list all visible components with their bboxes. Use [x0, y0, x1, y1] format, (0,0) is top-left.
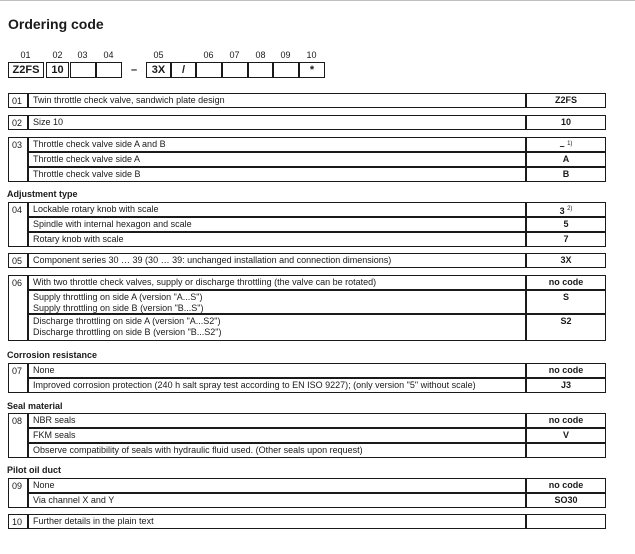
row-code-09-channel: SO30 [526, 493, 606, 508]
row-code-09-none: no code [526, 478, 606, 493]
code-position-06: 06 [203, 50, 214, 60]
row-code-04-spindle: 5 [526, 217, 606, 232]
section-heading-adjustment: Adjustment type [7, 189, 78, 199]
row-code-06-discharge: S2 [526, 314, 606, 341]
section-heading-seal: Seal material [7, 401, 63, 411]
section-heading-corrosion: Corrosion resistance [7, 350, 98, 360]
supply-side-b-text: Supply throttling on side B (version "B...S") [33, 303, 204, 313]
row-description-04-spindle: Spindle with internal hexagon and scale [28, 217, 526, 232]
row-code-08-nbr: no code [526, 413, 606, 428]
row-number-07: 07 [8, 363, 28, 393]
row-code-04-lockable-value: 3 [559, 206, 565, 216]
row-description-08-note: Observe compatibility of seals with hydraulic fluid used. (Other seals upon request) [28, 443, 526, 458]
code-separator-dash: – [130, 64, 138, 76]
code-position-02: 02 [52, 50, 63, 60]
row-description-09-channel: Via channel X and Y [28, 493, 526, 508]
supply-side-a-text: Supply throttling on side A (version "A...S") [33, 292, 203, 302]
row-code-03-ab-value: – [559, 141, 565, 151]
code-position-09: 09 [280, 50, 291, 60]
row-description-07-improved: Improved corrosion protection (240 h salt spray test according to EN ISO 9227); (only version "5" without scale) [28, 378, 526, 393]
row-description-04-knob: Rotary knob with scale [28, 232, 526, 247]
row-number-02: 02 [8, 115, 28, 130]
code-position-04: 04 [103, 50, 114, 60]
code-box-06 [196, 62, 222, 78]
code-position-08: 08 [255, 50, 266, 60]
code-position-10: 10 [306, 50, 317, 60]
row-description-06-discharge [28, 314, 526, 341]
discharge-side-a-text: Discharge throttling on side A (version "A...S2") [33, 316, 221, 326]
code-box-05: 3X [146, 62, 171, 78]
row-description-07-none: None [28, 363, 526, 378]
row-description-08-fkm: FKM seals [28, 428, 526, 443]
row-description-06-main: With two throttle check valves, supply or discharge throttling (the valve can be rotated) [28, 275, 526, 290]
row-description-01: Twin throttle check valve, sandwich plate design [28, 93, 526, 108]
row-description-03-b: Throttle check valve side B [28, 167, 526, 182]
row-code-06-supply: S [526, 290, 606, 314]
code-position-05: 05 [153, 50, 164, 60]
row-code-08-note [526, 443, 606, 458]
row-description-05: Component series 30 … 39 (30 … 39: unchanged installation and connection dimensions) [28, 253, 526, 268]
section-heading-pilot: Pilot oil duct [7, 465, 61, 475]
top-divider [0, 0, 635, 1]
row-code-08-fkm: V [526, 428, 606, 443]
row-code-06-main: no code [526, 275, 606, 290]
footnote-marker-1: 1) [567, 141, 573, 147]
row-number-04: 04 [8, 202, 28, 247]
row-description-06-supply [28, 290, 526, 314]
row-description-10: Further details in the plain text [28, 514, 526, 529]
row-number-10: 10 [8, 514, 28, 529]
row-code-04-lockable [526, 202, 606, 217]
code-box-02: 10 [46, 62, 69, 78]
page-title: Ordering code [8, 16, 104, 32]
row-code-07-none: no code [526, 363, 606, 378]
code-position-03: 03 [77, 50, 88, 60]
row-number-03: 03 [8, 137, 28, 182]
code-position-01: 01 [20, 50, 31, 60]
code-separator-slash: / [171, 62, 196, 78]
row-description-04-lockable: Lockable rotary knob with scale [28, 202, 526, 217]
row-code-04-knob: 7 [526, 232, 606, 247]
code-box-07 [222, 62, 248, 78]
row-code-05: 3X [526, 253, 606, 268]
code-position-07: 07 [229, 50, 240, 60]
row-number-08: 08 [8, 413, 28, 458]
row-code-03-a: A [526, 152, 606, 167]
code-box-09 [273, 62, 299, 78]
code-box-04 [96, 62, 122, 78]
code-box-01: Z2FS [8, 62, 44, 78]
row-code-03-ab [526, 137, 606, 152]
row-code-03-b: B [526, 167, 606, 182]
footnote-marker-2: 2) [567, 206, 573, 212]
row-code-02: 10 [526, 115, 606, 130]
row-description-03-ab: Throttle check valve side A and B [28, 137, 526, 152]
row-number-06: 06 [8, 275, 28, 341]
discharge-side-b-text: Discharge throttling on side B (version "B...S2") [33, 327, 222, 337]
row-description-02: Size 10 [28, 115, 526, 130]
row-number-05: 05 [8, 253, 28, 268]
row-description-03-a: Throttle check valve side A [28, 152, 526, 167]
row-description-08-nbr: NBR seals [28, 413, 526, 428]
row-code-10 [526, 514, 606, 529]
row-description-09-none: None [28, 478, 526, 493]
row-code-07-improved: J3 [526, 378, 606, 393]
row-number-09: 09 [8, 478, 28, 508]
row-code-01: Z2FS [526, 93, 606, 108]
code-box-03 [70, 62, 96, 78]
code-box-08 [248, 62, 273, 78]
code-box-10: * [299, 62, 325, 78]
row-number-01: 01 [8, 93, 28, 108]
